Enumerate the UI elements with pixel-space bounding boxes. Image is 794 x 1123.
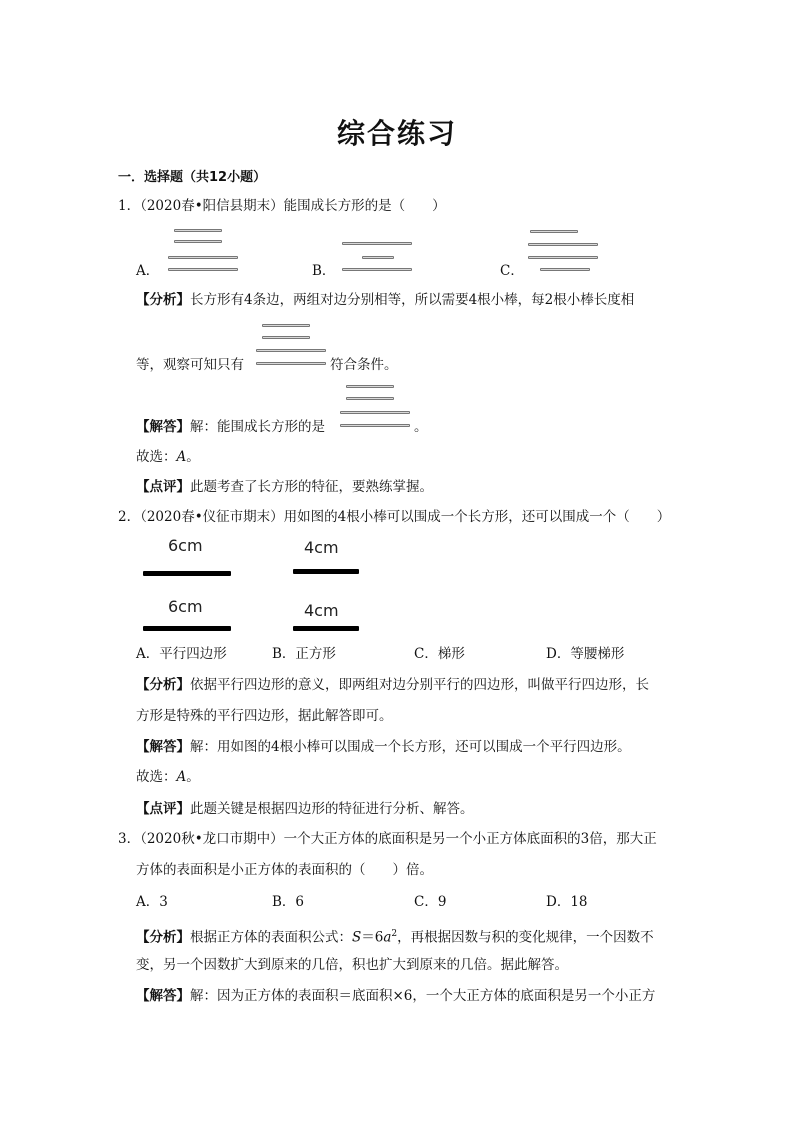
stick bbox=[528, 243, 598, 246]
q3-analysis-tag: 【分析】 bbox=[136, 929, 190, 946]
q1-stem: 1．（2020春•阳信县期末）能围成长方形的是（ ） bbox=[118, 198, 446, 214]
q2-option-b: B．正方形 bbox=[272, 646, 336, 662]
q2-analysis-tag: 【分析】 bbox=[136, 677, 190, 693]
stick bbox=[530, 230, 578, 233]
q2-analysis-line1 bbox=[136, 676, 649, 694]
q1-comment-text: 此题考查了长方形的特征，要熟练掌握。 bbox=[190, 479, 433, 495]
stick bbox=[342, 268, 412, 271]
q2-choice bbox=[136, 768, 200, 786]
q3-stem-line2: 方体的表面积是小正方体的表面积的（ ）倍。 bbox=[136, 862, 433, 878]
q1-option-b-label: B． bbox=[312, 263, 336, 279]
q1-answer-end: 。 bbox=[414, 419, 428, 435]
stick-4cm bbox=[293, 569, 359, 574]
stick bbox=[340, 411, 410, 414]
q1-analysis-line2a: 等，观察可知只有 bbox=[136, 357, 244, 373]
stick-6cm bbox=[143, 571, 231, 576]
q1-choice-letter: A bbox=[176, 449, 187, 465]
q2-choice-end: 。 bbox=[186, 769, 200, 785]
q3-option-c: C．9 bbox=[414, 894, 447, 910]
q3-answer bbox=[136, 987, 655, 1005]
stick bbox=[342, 242, 412, 245]
stick bbox=[528, 256, 598, 259]
stick-4cm bbox=[293, 626, 359, 631]
q2-choice-letter: A bbox=[176, 769, 187, 785]
q3-analysis-post: ，再根据因数与积的变化规律，一个因数不 bbox=[397, 929, 654, 946]
q3-option-b: B．6 bbox=[272, 894, 305, 910]
stick bbox=[346, 385, 394, 388]
q3-option-a: A．3 bbox=[136, 894, 168, 910]
q1-comment-tag: 【点评】 bbox=[136, 479, 190, 495]
q2-option-a: A．平行四边形 bbox=[136, 646, 227, 662]
q3-formula-exp: 2 bbox=[391, 929, 398, 939]
q2-stem: 2．（2020春•仪征市期末）用如图的4根小棒可以围成一个长方形，还可以围成一个（ ） bbox=[118, 509, 671, 525]
q3-answer-text: 解：因为正方体的表面积＝底面积×6，一个大正方体的底面积是另一个小正方 bbox=[190, 988, 656, 1004]
q1-choice bbox=[136, 448, 200, 466]
stick bbox=[256, 349, 326, 352]
stick bbox=[262, 324, 310, 327]
q1-choice-end: 。 bbox=[186, 449, 200, 465]
q1-option-a-label: A． bbox=[136, 263, 160, 279]
q3-option-d: D．18 bbox=[546, 894, 588, 910]
q2-comment bbox=[136, 800, 474, 818]
q1-answer-text: 解：能围成长方形的是 bbox=[190, 419, 325, 435]
stick bbox=[174, 229, 222, 232]
stick bbox=[346, 397, 394, 400]
stick bbox=[256, 362, 326, 365]
q1-analysis-line2b: 符合条件。 bbox=[330, 357, 398, 373]
q3-formula-eq: ＝6 bbox=[361, 929, 384, 946]
stick bbox=[168, 268, 238, 271]
q1-choice-prefix: 故选： bbox=[136, 449, 177, 465]
q3-formula-s: S bbox=[352, 929, 362, 946]
stick bbox=[262, 336, 310, 339]
stick bbox=[362, 256, 394, 259]
q1-comment bbox=[136, 478, 433, 496]
q2-label: 6cm bbox=[168, 597, 203, 616]
stick bbox=[174, 240, 222, 243]
q1-option-c-label: C． bbox=[500, 263, 524, 279]
q1-analysis-text: 长方形有4条边，两组对边分别相等，所以需要4根小棒，每2根小棒长度相 bbox=[190, 292, 635, 308]
q1-answer bbox=[136, 418, 325, 436]
q1-answer-tag: 【解答】 bbox=[136, 419, 190, 435]
q2-option-c: C．梯形 bbox=[414, 646, 465, 662]
stick bbox=[168, 256, 238, 259]
q2-comment-tag: 【点评】 bbox=[136, 801, 190, 817]
q2-answer-text: 解：用如图的4根小棒可以围成一个长方形，还可以围成一个平行四边形。 bbox=[190, 739, 631, 755]
stick bbox=[340, 424, 410, 427]
q2-option-d: D．等腰梯形 bbox=[546, 646, 625, 662]
q3-answer-tag: 【解答】 bbox=[136, 988, 190, 1004]
q2-choice-prefix: 故选： bbox=[136, 769, 177, 785]
q2-label: 4cm bbox=[304, 538, 339, 557]
q2-answer-tag: 【解答】 bbox=[136, 739, 190, 755]
page-title: 综合练习 bbox=[336, 117, 457, 150]
q2-comment-text: 此题关键是根据四边形的特征进行分析、解答。 bbox=[190, 801, 474, 817]
q2-label: 4cm bbox=[304, 601, 339, 620]
stick bbox=[540, 268, 590, 271]
stick-6cm bbox=[143, 626, 231, 631]
q2-answer bbox=[136, 738, 631, 756]
q1-analysis-line1 bbox=[136, 291, 634, 309]
q3-formula-a: a bbox=[383, 929, 392, 946]
q3-analysis-pre: 根据正方体的表面积公式： bbox=[190, 929, 352, 946]
q3-analysis-line1 bbox=[136, 925, 654, 947]
q3-analysis-line2: 变，另一个因数扩大到原来的几倍，积也扩大到原来的几倍。据此解答。 bbox=[136, 957, 568, 973]
section-heading: 一．选择题（共12小题） bbox=[118, 170, 267, 185]
q1-analysis-tag: 【分析】 bbox=[136, 292, 190, 308]
q2-analysis-text: 依据平行四边形的意义，即两组对边分别平行的四边形，叫做平行四边形，长 bbox=[190, 677, 649, 693]
q3-stem-line1: 3．（2020秋•龙口市期中）一个大正方体的底面积是另一个小正方体底面积的3倍，那大正 bbox=[118, 831, 657, 847]
q2-analysis-line2: 方形是特殊的平行四边形，据此解答即可。 bbox=[136, 708, 393, 724]
q2-label: 6cm bbox=[168, 536, 203, 555]
